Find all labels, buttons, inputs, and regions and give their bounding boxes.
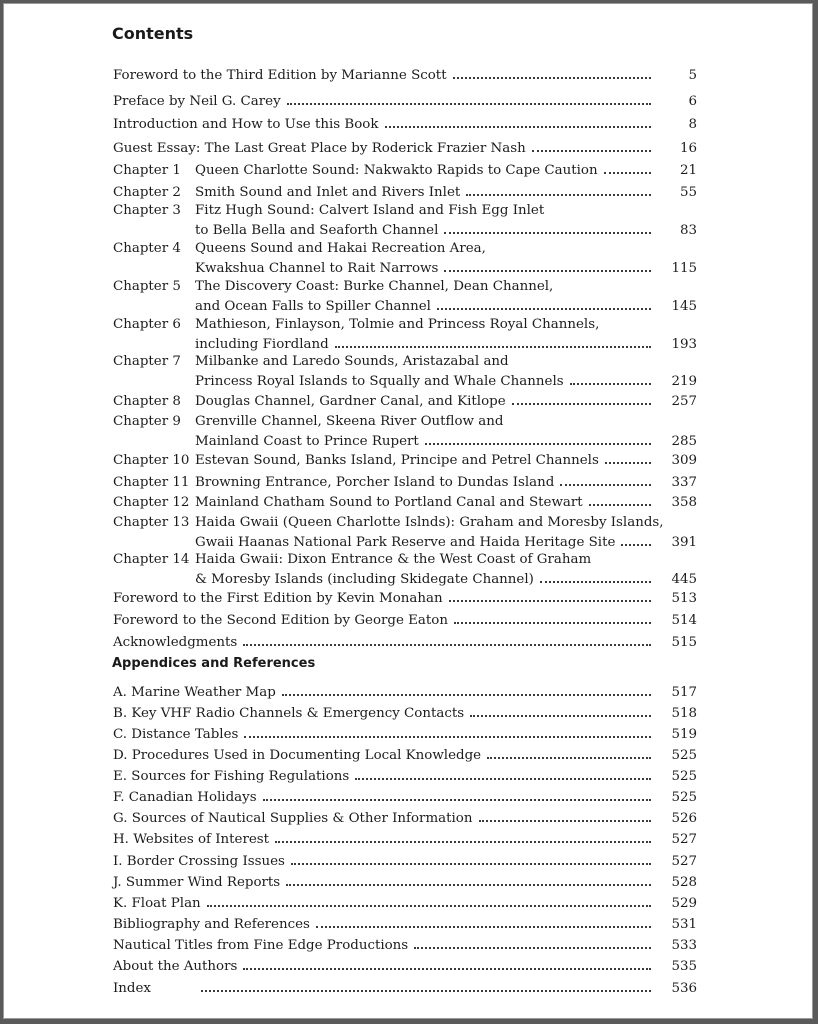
page-number: 8 (688, 117, 697, 132)
page-number: 513 (671, 591, 697, 606)
entry-title-line: Foreword to the Third Edition by Marianne Scott (113, 68, 447, 83)
entry-title-line: G. Sources of Nautical Supplies & Other Information (113, 811, 473, 826)
page-number: 525 (671, 748, 697, 763)
dot-leader (512, 391, 651, 405)
toc-entry-row (113, 450, 697, 470)
toc-entry (113, 787, 697, 807)
entry-title-last-line (195, 334, 697, 354)
toc-entry-row (113, 391, 697, 411)
page-number: 514 (671, 613, 697, 628)
entry-label: Chapter 6 (113, 317, 181, 332)
dot-leader (355, 766, 651, 780)
entry-title (113, 138, 697, 158)
entry-title-last-line (113, 745, 697, 765)
entry-title-last-line (195, 182, 697, 202)
dot-leader (275, 829, 651, 843)
toc-entry-row (113, 353, 697, 390)
entry-title-line: Queens Sound and Hakai Recreation Area, (195, 241, 486, 256)
toc-entry-row (113, 91, 697, 111)
toc-entry (113, 114, 697, 134)
toc-entry-row (113, 724, 697, 744)
entry-title-line: Nautical Titles from Fine Edge Productions (113, 938, 409, 953)
entry-title-last-line (113, 956, 697, 976)
toc-entry-row (113, 787, 697, 807)
toc-entry (113, 893, 697, 913)
dot-leader (244, 724, 651, 738)
toc-entry-row (113, 610, 697, 630)
toc-entry (113, 450, 697, 470)
entry-title-line: Milbanke and Laredo Sounds, Aristazabal and (195, 354, 509, 369)
page-number: 337 (671, 475, 697, 490)
entry-title-last-line (113, 935, 697, 955)
entry-title-line: & Moresby Islands (including Skidegate Channel) (195, 571, 534, 587)
entry-title (113, 610, 697, 630)
entry-label: Chapter 9 (113, 414, 181, 429)
toc-entry (113, 724, 697, 744)
entry-title (113, 914, 697, 934)
entry-title (195, 413, 697, 450)
entry-title (113, 787, 697, 807)
entry-label: Chapter 11 (113, 475, 190, 490)
entry-title-line: Douglas Channel, Gardner Canal, and Kitlope (195, 394, 506, 409)
page-number: 525 (671, 769, 697, 784)
entry-label: Chapter 2 (113, 185, 181, 200)
entry-title (113, 632, 697, 652)
entry-title-last-line (113, 872, 697, 892)
dot-leader (604, 160, 651, 174)
entry-title-line: Mainland Coast to Prince Rupert (195, 433, 419, 449)
toc-entry (113, 413, 697, 450)
entry-title (195, 278, 697, 315)
toc-entry (113, 956, 697, 976)
page-number: 193 (671, 336, 697, 352)
page-number: 16 (679, 141, 697, 156)
entry-title-line: J. Summer Wind Reports (113, 875, 281, 890)
entry-title-line: Mainland Chatham Sound to Portland Canal and Stewart (195, 495, 583, 510)
toc-entry (113, 492, 697, 512)
entry-title (113, 766, 697, 786)
dot-leader (263, 787, 651, 801)
entry-title-line: Guest Essay: The Last Great Place by Roderick Frazier Nash (113, 141, 526, 156)
entry-title (195, 391, 697, 411)
page-number: 531 (671, 917, 697, 932)
dot-leader (444, 220, 651, 234)
toc-entry-row (113, 808, 697, 828)
page-number: 391 (671, 534, 697, 550)
dot-leader (243, 632, 651, 646)
page-number: 55 (679, 185, 697, 200)
entry-title-last-line (113, 138, 697, 158)
toc-entry (113, 160, 697, 180)
page-number: 536 (671, 981, 697, 996)
toc-entry-row (113, 114, 697, 134)
entry-label: Chapter 8 (113, 394, 181, 409)
page-number: 527 (671, 854, 697, 869)
entry-title-line: B. Key VHF Radio Channels & Emergency Contacts (113, 706, 465, 721)
page-number: 515 (671, 635, 697, 650)
toc-entry-row (113, 278, 697, 315)
entry-label: Chapter 12 (113, 495, 190, 510)
entry-title (113, 872, 697, 892)
entry-label: Chapter 13 (113, 515, 190, 530)
toc-entry-row (113, 472, 697, 492)
entry-title-line: Browning Entrance, Porcher Island to Dundas Island (195, 475, 555, 490)
entry-title-line: F. Canadian Holidays (113, 790, 257, 805)
entry-title-line: Princess Royal Islands to Squally and Whale Channels (195, 373, 564, 389)
entry-title-line: Kwakshua Channel to Rait Narrows (195, 260, 439, 276)
dot-leader (444, 258, 651, 272)
entry-title-line: Fitz Hugh Sound: Calvert Island and Fish Egg Inlet (195, 203, 545, 218)
entry-title-last-line (195, 220, 697, 240)
entry-title-last-line (195, 431, 697, 451)
entry-title-last-line (113, 893, 697, 913)
entry-title (195, 353, 697, 390)
page-number: 358 (671, 495, 697, 510)
toc-entry (113, 610, 697, 630)
entry-label: Index (113, 981, 151, 996)
appendices-heading: Appendices and References (112, 656, 316, 671)
dot-leader (560, 472, 651, 486)
entry-title (113, 745, 697, 765)
dot-leader (437, 296, 651, 310)
entry-title (195, 182, 697, 202)
entry-title-last-line (113, 91, 697, 111)
page-number: 21 (679, 163, 697, 178)
entry-title (195, 492, 697, 512)
entry-title-line: Haida Gwaii (Queen Charlotte Islnds): Graham and Moresby Islands, (195, 515, 664, 530)
toc-entry (113, 91, 697, 111)
page-number: 528 (671, 875, 697, 890)
page-number: 518 (671, 706, 697, 721)
entry-title-last-line (195, 296, 697, 316)
entry-title (195, 160, 697, 180)
toc-entry-row (113, 413, 697, 450)
entry-title-last-line (113, 703, 697, 723)
toc-entry (113, 514, 697, 551)
page-number: 145 (671, 298, 697, 314)
entry-title-last-line (195, 569, 697, 589)
dot-leader (532, 138, 651, 152)
entry-title-last-line (113, 610, 697, 630)
toc-entry (113, 353, 697, 390)
entry-title-line: H. Websites of Interest (113, 832, 270, 847)
toc-entry (113, 551, 697, 588)
dot-leader (291, 851, 651, 865)
dot-leader (286, 872, 651, 886)
page-number: 533 (671, 938, 697, 953)
page-number: 5 (688, 68, 697, 83)
entry-title-line: to Bella Bella and Seaforth Channel (195, 222, 439, 238)
entry-title (195, 978, 697, 998)
entry-title-line: Estevan Sound, Banks Island, Principe and Petrel Channels (195, 453, 599, 468)
dot-leader (335, 334, 651, 348)
entry-label: Chapter 7 (113, 354, 181, 369)
page-number: 519 (671, 727, 697, 742)
page-title: Contents (112, 24, 194, 43)
entry-title-last-line (113, 682, 697, 702)
entry-title-last-line (113, 65, 697, 85)
entry-title (195, 202, 697, 239)
dot-leader (479, 808, 652, 822)
dot-leader (287, 91, 651, 105)
entry-title (195, 514, 697, 551)
toc-entry-row (113, 160, 697, 180)
entry-title (195, 240, 697, 277)
entry-title-last-line (195, 532, 697, 552)
entry-title-line: and Ocean Falls to Spiller Channel (195, 298, 431, 314)
dot-leader (425, 431, 651, 445)
entry-title (113, 114, 697, 134)
toc-entry (113, 472, 697, 492)
toc-entry (113, 588, 697, 608)
entry-title-last-line (113, 114, 697, 134)
toc-entry-row (113, 851, 697, 871)
toc-entry-row (113, 872, 697, 892)
dot-leader (589, 492, 651, 506)
page-number: 6 (688, 94, 697, 109)
entry-title (113, 956, 697, 976)
toc-entry (113, 745, 697, 765)
entry-title (113, 65, 697, 85)
entry-title-line: K. Float Plan (113, 896, 201, 911)
entry-title (113, 851, 697, 871)
dot-leader (470, 703, 651, 717)
entry-title-last-line (113, 724, 697, 744)
toc-entry (113, 829, 697, 849)
toc-entry-row (113, 316, 697, 353)
page-number: 309 (671, 453, 697, 468)
entry-title-line: Foreword to the First Edition by Kevin Monahan (113, 591, 443, 606)
entry-title-line: E. Sources for Fishing Regulations (113, 769, 350, 784)
entry-title (113, 703, 697, 723)
entry-title-last-line (113, 851, 697, 871)
entry-title-line: About the Authors (113, 959, 238, 974)
toc-entry-row (113, 935, 697, 955)
dot-leader (454, 610, 651, 624)
dot-leader (605, 450, 651, 464)
toc-entry (113, 851, 697, 871)
entry-title-last-line (113, 914, 697, 934)
toc-entry (113, 316, 697, 353)
entry-title-last-line (195, 492, 697, 512)
entry-title (113, 829, 697, 849)
page-number: 445 (671, 571, 697, 587)
entry-title-last-line (113, 787, 697, 807)
entry-title (195, 472, 697, 492)
entry-title-last-line (195, 978, 697, 998)
entry-title (113, 893, 697, 913)
entry-title (195, 551, 697, 588)
toc-entry-row (113, 914, 697, 934)
entry-title-last-line (195, 371, 697, 391)
dot-leader (487, 745, 651, 759)
dot-leader (385, 114, 652, 128)
entry-title (113, 808, 697, 828)
toc-entry (113, 766, 697, 786)
toc-entry (113, 240, 697, 277)
toc-entry-row (113, 745, 697, 765)
page-number: 115 (671, 260, 697, 276)
page-number: 535 (671, 959, 697, 974)
entry-title-line: Preface by Neil G. Carey (113, 94, 281, 109)
entry-title (195, 316, 697, 353)
toc-entry (113, 138, 697, 158)
toc-entry (113, 872, 697, 892)
entry-title (113, 935, 697, 955)
toc-entry-row (113, 829, 697, 849)
page-number: 527 (671, 832, 697, 847)
entry-title-line: Acknowledgments (113, 635, 238, 650)
toc-entry (113, 914, 697, 934)
page-number: 83 (679, 222, 697, 238)
dot-leader (207, 893, 651, 907)
toc-entry-row (113, 514, 697, 551)
entry-title-line: C. Distance Tables (113, 727, 239, 742)
entry-title-line: The Discovery Coast: Burke Channel, Dean Channel, (195, 279, 554, 294)
toc-entry-row (113, 240, 697, 277)
entry-label: Chapter 4 (113, 241, 181, 256)
entry-title (113, 682, 697, 702)
dot-leader (466, 182, 651, 196)
entry-title-last-line (195, 160, 697, 180)
page-number: 517 (671, 685, 697, 700)
toc-entry-row (113, 682, 697, 702)
toc-entry (113, 682, 697, 702)
toc-entry (113, 65, 697, 85)
toc-entry-row (113, 632, 697, 652)
dot-leader (414, 935, 651, 949)
toc-entry (113, 808, 697, 828)
entry-title-line: including Fiordland (195, 336, 329, 352)
toc-entry (113, 278, 697, 315)
entry-title-line: Gwaii Haanas National Park Reserve and Haida Heritage Site (195, 534, 616, 550)
page-number: 219 (671, 373, 697, 389)
dot-leader (449, 588, 651, 602)
entry-title (113, 724, 697, 744)
entry-title-line: Haida Gwaii: Dixon Entrance & the West Coast of Graham (195, 552, 592, 567)
entry-title (195, 450, 697, 470)
entry-title-line: Foreword to the Second Edition by George Eaton (113, 613, 448, 628)
dot-leader (201, 978, 651, 992)
entry-title (113, 588, 697, 608)
dot-leader (570, 371, 651, 385)
entry-title-last-line (113, 808, 697, 828)
entry-title-line: Queen Charlotte Sound: Nakwakto Rapids to Cape Caution (195, 163, 598, 178)
toc-entry-row (113, 978, 697, 998)
entry-label: Chapter 3 (113, 203, 181, 218)
toc-entry (113, 703, 697, 723)
dot-leader (453, 65, 651, 79)
toc-entry (113, 632, 697, 652)
entry-label: Chapter 10 (113, 453, 190, 468)
entry-title-line: Bibliography and References (113, 917, 310, 932)
document-page (3, 3, 813, 1019)
entry-label: Chapter 5 (113, 279, 181, 294)
entry-label: Chapter 14 (113, 552, 190, 567)
dot-leader (243, 956, 651, 970)
entry-label: Chapter 1 (113, 163, 181, 178)
entry-title-last-line (113, 588, 697, 608)
toc-entry (113, 978, 697, 998)
dot-leader (540, 569, 651, 583)
toc-entry-row (113, 138, 697, 158)
toc-entry-row (113, 703, 697, 723)
page-number: 525 (671, 790, 697, 805)
toc-entry-row (113, 202, 697, 239)
entry-title-last-line (113, 632, 697, 652)
toc-entry-row (113, 893, 697, 913)
toc-entry-row (113, 65, 697, 85)
toc-entry-row (113, 588, 697, 608)
entry-title-last-line (195, 391, 697, 411)
toc-entry-row (113, 766, 697, 786)
entry-title-last-line (195, 472, 697, 492)
entry-title-line: Grenville Channel, Skeena River Outflow and (195, 414, 504, 429)
page-number: 285 (671, 433, 697, 449)
entry-title-last-line (113, 829, 697, 849)
page-number: 526 (671, 811, 697, 826)
entry-title (113, 91, 697, 111)
entry-title-line: Smith Sound and Inlet and Rivers Inlet (195, 185, 461, 200)
dot-leader (316, 914, 651, 928)
dot-leader (282, 682, 651, 696)
toc-entry-row (113, 492, 697, 512)
toc-entry-row (113, 551, 697, 588)
toc-entry (113, 391, 697, 411)
entry-title-last-line (195, 258, 697, 278)
toc-entry (113, 202, 697, 239)
toc-entry-row (113, 182, 697, 202)
toc-entry (113, 182, 697, 202)
entry-title-last-line (113, 766, 697, 786)
toc-entry-row (113, 956, 697, 976)
dot-leader (621, 532, 651, 546)
entry-title-line: A. Marine Weather Map (113, 685, 276, 700)
entry-title-line: Introduction and How to Use this Book (113, 117, 379, 132)
entry-title-line: D. Procedures Used in Documenting Local Knowledge (113, 748, 482, 763)
toc-entry (113, 935, 697, 955)
page-number: 529 (671, 896, 697, 911)
entry-title-line: I. Border Crossing Issues (113, 854, 285, 869)
entry-title-line: Mathieson, Finlayson, Tolmie and Princess Royal Channels, (195, 317, 600, 332)
page-number: 257 (671, 394, 697, 409)
entry-title-last-line (195, 450, 697, 470)
